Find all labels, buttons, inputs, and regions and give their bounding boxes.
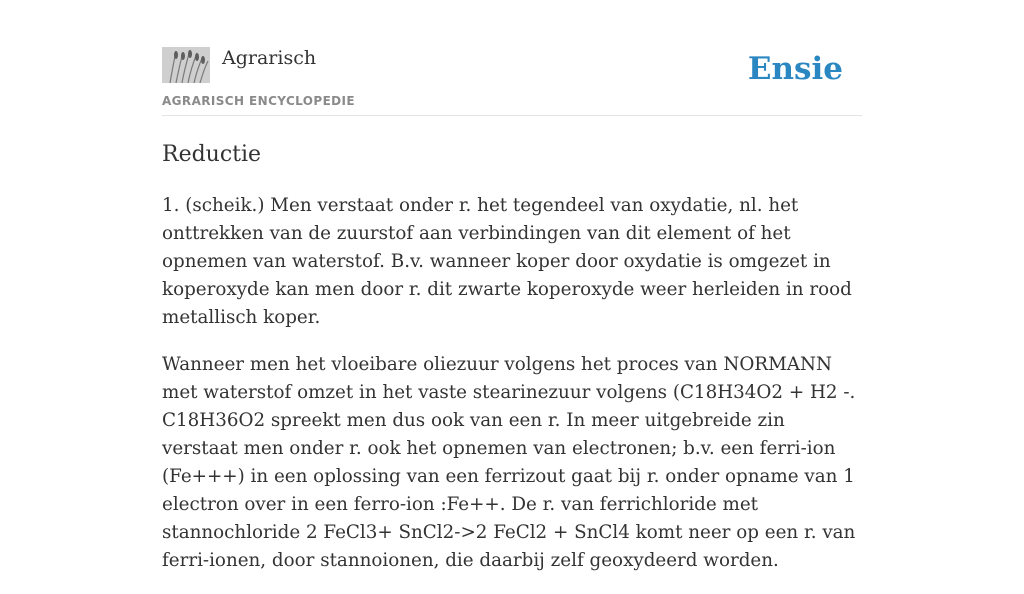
wheat-icon[interactable] [162,47,210,83]
article-paragraph: Wanneer men het vloeibare oliezuur volgens het proces van NORMANN met waterstof omzet in het vaste stearinezuur volgens (C18H34O2 + H2 -. C18H36O2 spreekt men dus ook van een r. In meer uitgebreide zin verstaat men onder r. ook het opnemen van electronen; b.v. een ferri-ion (Fe+++) in een oplossing van een ferrizout gaat bij r. onder opname van 1 electron over in een ferro-ion :Fe++. De r. van ferrichloride met stannochloride 2 FeCl3+ SnCl2->2 FeCl2 + SnCl4 komt neer op een r. van ferri-ionen, door stannoionen, die daarbij zelf geoxydeerd worden. [162,354,856,571]
page-title: Reductie [162,142,262,167]
site-subtitle: AGRARISCH ENCYCLOPEDIE [162,94,355,108]
article-paragraph: 1. (scheik.) Men verstaat onder r. het tegendeel van oxydatie, nl. het onttrekken van de zuurstof aan verbindingen van dit element of het opnemen van waterstof. B.v. wanneer koper door oxydatie is omgezet in koperoxyde kan men door r. dit zwarte koperoxyde weer herleiden in rood metallisch koper. [162,195,852,328]
content-container [162,0,862,571]
article-body [162,192,862,594]
site-name[interactable]: Agrarisch [222,47,317,69]
site-header [162,0,862,116]
ensie-logo-link[interactable]: Ensie [747,51,843,87]
